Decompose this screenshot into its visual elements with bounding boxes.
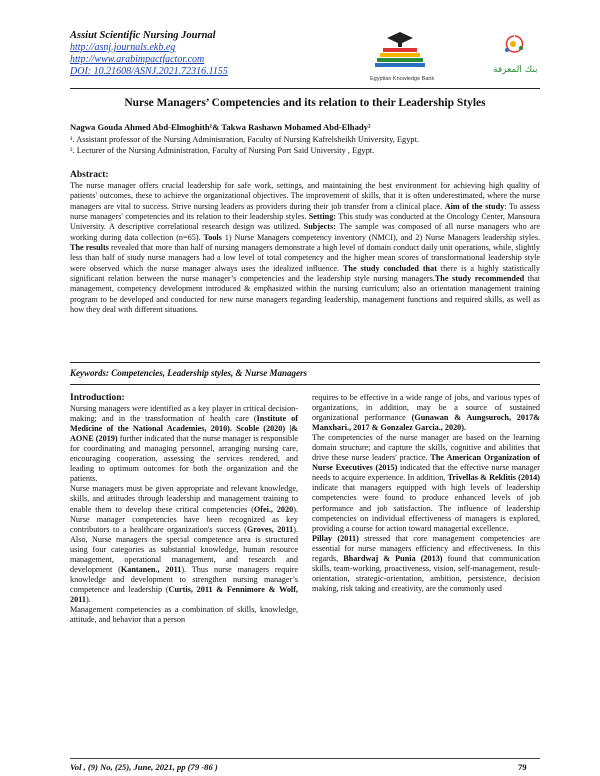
intro-paragraph-4: requires to be effective in a wide range of jobs, and various types of organizations, in addition, may be a source of sustained organizational performance (Gunawan & Aungsuroch, 2017& Manxhari., 2017 & Gonzalez Garcia., 2020). (312, 393, 540, 433)
arabic-logo-icon (493, 36, 538, 75)
abstract-heading: Abstract: (70, 170, 109, 180)
doi-link[interactable]: DOI: 10.21608/ASNJ.2021.72316.1155 (70, 66, 228, 77)
journal-link[interactable]: http://asnj.journals.ekb.eg (70, 42, 176, 53)
keywords: Keywords: Competencies, Leadership styles, & Nurse Managers (70, 368, 307, 378)
intro-paragraph-5: The competencies of the nurse manager are based on the learning domain structure; and capture the skills, cognitive and abilities that drive these nurse leaders' practice. The American Organization of Nurse Executives (2015) indicated that the effective nurse manager needs to acquire experience. In addition, Trivellas & Reklitis (2014) indicate that managers equipped with high levels of leadership competencies were found to produce enhanced levels of job performance and job satisfaction. The influence of leadership competencies on individual effectiveness of managers is explored, providing a course for action toward managerial excellence. (312, 433, 540, 533)
affiliation-2: ². Lecturer of the Nursing Administration, Faculty of Nursing Port Said University , Egypt. (70, 146, 375, 155)
arabic-logo-text: بنك المعرفة (493, 65, 538, 75)
book-stack-icon (375, 32, 425, 67)
intro-paragraph-6: Pillay (2011) stressed that core management competencies are essential for nurse managers efficiency and effectiveness. In this regards, Bhardwaj & Punia (2013) found that communication skills, team-working, proactiveness, vision, self-management, result-orientation, strategic-orientation, ambition, persistence, decision making, risk taking and creativity, are the commonly used (312, 533, 541, 593)
page-number: 79 (518, 762, 527, 772)
impact-factor-link[interactable]: http://www.arabimpactfactor.com (70, 54, 205, 65)
authors: Nagwa Gouda Ahmed Abd-Elmoghith¹& Takwa Rashawn Mohamed Abd-Elhady² (70, 122, 371, 132)
ekb-logo-label: Egyptian Knowledge Bank (370, 76, 435, 82)
journal-name: Assiut Scientific Nursing Journal (70, 30, 216, 41)
left-column (70, 393, 298, 625)
abstract-body: The nurse manager offers crucial leadership for safe work, settings, and maintaining the best environment for achieving high quality of patients' outcomes, these to achieve the organizational objectives. The improvement of skills, that it is often underestimated, where the nurse managers are vital to success. Strive nursing leaders as providers during their job transfer from a clinical place. Aim of the study: To assess nurse managers' competencies and its relation to their leadership styles. Setting: This study was conducted at the Oncology Center, Mansoura University. A descriptive correlational research design was utilized. Subjects: The sample was composed of all nurse managers who are working during data collection (n=65). Tools 1) Nurse Managers competency inventory (NMCI), and 2) Nurse Managers leadership styles. The results revealed that more than half of nursing managers demonstrate a high level of domain conduct daily unit operations, while, slightly less than half of study nurse managers had a low level of total competency and the higher mean scores of transformational leadership style were observed which the nurse manager always uses the idealized influence. The study concluded that there is a highly statistically significant relation between the nurse manager’s competencies and the leadership style nursing managers.The study recommended that management, competency development introduced & emphasized within the nursing curriculum; also an orientation management training program to be developed and conducted for new nurse managers regarding leadership, management functions and required skills, as well as how they deal with different situations. (70, 181, 541, 315)
intro-paragraph-1: Nursing managers were identified as a key player in critical decision-making; and in the transformation of health care (Institute of Medicine of the National Academies, 2010). Scoble (2020) |& AONE (2019) further indicated that the nurse manager is responsible for coordinating and managing personnel, arranging nursing care, encouraging cooperation, assessing the services rendered, and leading to optimum outcomes for both the organization and the patients. (70, 404, 299, 484)
introduction-heading: Introduction: (70, 393, 125, 403)
abstract-divider (70, 362, 540, 363)
journal-header (70, 30, 228, 78)
keywords-divider (70, 384, 540, 385)
affiliation-1: ¹. Assistant professor of the Nursing Administration, Faculty of Nursing Kafrelsheikh University, Egypt. (70, 135, 420, 144)
header-divider (70, 88, 540, 89)
intro-paragraph-2: Nurse managers must be given appropriate and relevant knowledge, skills, and attitudes through leadership and management training to enable them to develop these critical competencies (Ofei., 2020). Nurse manager competencies have been recognized as key contributors to a healthcare organization's success (Groves, 2011). Also, Nurse managers the special competence area is structured using four categories as substantial knowledge, human resource management, operational management, and research and development (Kantanen., 2011). Thus nurse managers require knowledge and development to strengthen nursing manager’s competence and leadership (Curtis, 2011 & Fennimore & Wolf, 2011). (70, 484, 299, 604)
right-column (312, 393, 540, 594)
footer-divider (70, 758, 540, 759)
paper-title: Nurse Managers’ Competencies and its relation to their Leadership Styles (124, 97, 486, 109)
intro-paragraph-3: Management competencies as a combination of skills, knowledge, attitude, and behavior that a person (70, 604, 298, 625)
footer-citation: Vol , (9) No, (25), June, 2021, pp (79 -86 ) (70, 762, 218, 772)
